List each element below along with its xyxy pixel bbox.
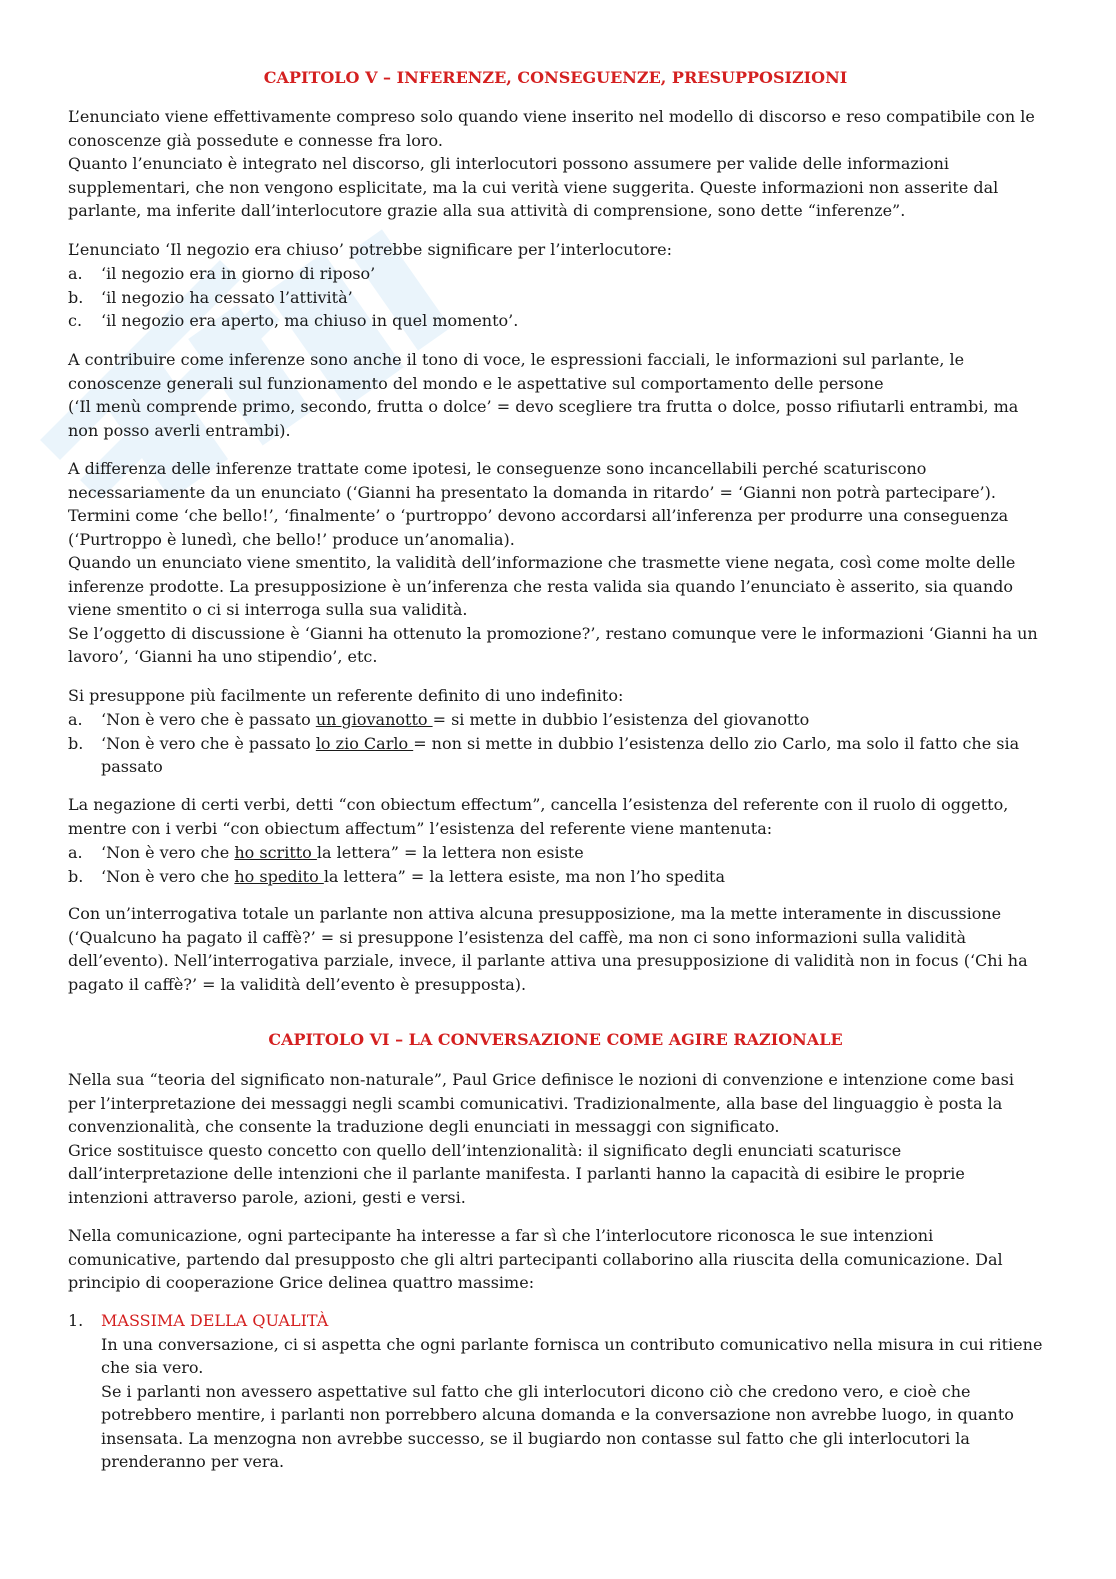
chapter-5-paragraph-7: Con un’interrogativa totale un parlante non attiva alcuna presupposizione, ma la mette interamente in discussione (‘Qualcuno ha pagato il caffè?’ = si presuppone l’esistenza del caffè, ma non ci sono informazioni sulla validità dell’evento). Nell’interrogativa parziale, invece, il parlante attiva una presupposizione di validità non in focus (‘Chi ha pagato il caffè?’ = la validità dell’evento è presupposta). — [68, 904, 1028, 994]
chapter-5-paragraph-6-intro: La negazione di certi verbi, detti “con obiectum effectum”, cancella l’esistenza del referente con il ruolo di oggetto, mentre con i verbi “con obiectum affectum” l’esistenza del referente viene mantenuta: — [68, 795, 1009, 838]
list-item: c. ‘il negozio era aperto, ma chiuso in quel momento’. — [68, 311, 519, 330]
chapter-6-paragraph-2: Nella comunicazione, ogni partecipante ha interesse a far sì che l’interlocutore riconosca le sue intenzioni comunicative, partendo dal presupposto che gli altri partecipanti collaborino alla riuscita della comunicazione. Dal principio di cooperazione Grice delinea quattro massime: — [68, 1226, 1003, 1292]
verb-list — [68, 841, 1043, 888]
chapter-6-paragraph-1: Nella sua “teoria del significato non-naturale”, Paul Grice definisce le nozioni di convenzione e intenzione come basi per l’interpretazione dei messaggi negli scambi comunicativi. Tradizionalmente, alla base del linguaggio è posta la convenzionalità, che consente la traduzione degli enunciati in messaggi con significato. Grice sostituisce questo concetto con quello dell’intenzionalità: il significato degli enunciati scaturisce dall’interpretazione delle intenzioni che il parlante manifesta. I parlanti hanno la capacità di esibire le proprie intenzioni attraverso parole, azioni, gesti e versi. — [68, 1070, 1014, 1207]
referent-list — [68, 708, 1043, 779]
chapter-5-title: CAPITOLO V – INFERENZE, CONSEGUENZE, PRESUPPOSIZIONI — [263, 68, 848, 87]
chapter-5-paragraph-4: A differenza delle inferenze trattate come ipotesi, le conseguenze sono incancellabili perché scaturiscono necessariamente da un enunciato (‘Gianni ha presentato la domanda in ritardo’ = ‘Gianni non potrà partecipare’). Termini come ‘che bello!’, ‘finalmente’ o ‘purtroppo’ devono accordarsi all’inferenza per produrre una conseguenza (‘Purtroppo è lunedì, che bello!’ produce un’anomalia). Quando un enunciato viene smentito, la validità dell’informazione che trasmette viene negata, così come molte delle inferenze prodotte. La presupposizione è un’inferenza che resta valida sia quando l’enunciato è asserito, sia quando viene smentito o ci si interroga sulla sua validità. Se l’oggetto di discussione è ‘Gianni ha ottenuto la promozione?’, restano comunque vere le informazioni ‘Gianni ha un lavoro’, ‘Gianni ha uno stipendio’, etc. — [68, 459, 1038, 666]
maxim-quality-text-1: In una conversazione, ci si aspetta che ogni parlante fornisca un contributo comunicativo nella misura in cui ritiene che sia vero. — [101, 1334, 1043, 1377]
maxim-quality: 1. MASSIMA DELLA QUALITÀ In una conversazione, ci si aspetta che ogni parlante fornisca un contributo comunicativo nella misura in cui ritiene che sia vero. Se i parlanti non avessero aspettative sul fatto che gli interlocutori dicono ciò che credono vero, e cioè che potrebbero mentire, i parlanti non porrebbero alcuna domanda e la conversazione non avrebbe luogo, in quanto insensata. La menzogna non avrebbe successo, se il bugiardo non contasse sul fatto che gli interlocutori la prenderanno per vera. — [68, 1309, 1043, 1474]
list-item: b. ‘il negozio ha cessato l’attività’ — [68, 287, 353, 307]
shop-meaning-list — [68, 262, 1043, 333]
maxims-list — [68, 1309, 1043, 1474]
chapter-5-paragraph-5-intro: Si presuppone più facilmente un referente definito di uno indefinito: — [68, 686, 624, 705]
list-item: a. ‘il negozio era in giorno di riposo’ — [68, 264, 376, 283]
list-item: a. ‘Non è vero che ho scritto la lettera” = la lettera non esiste — [68, 843, 584, 862]
chapter-6-title: CAPITOLO VI – LA CONVERSAZIONE COME AGIRE RAZIONALE — [268, 1030, 843, 1049]
maxim-quality-text-2: Se i parlanti non avessero aspettative sul fatto che gli interlocutori dicono ciò che credono vero, e cioè che potrebbero mentire, i parlanti non porrebbero alcuna domanda e la conversazione non avrebbe luogo, in quanto insensata. La menzogna non avrebbe successo, se il bugiardo non contasse sul fatto che gli interlocutori la prenderanno per vera. — [101, 1381, 1014, 1471]
list-item: b. ‘Non è vero che è passato lo zio Carlo = non si mette in dubbio l’esistenza dello zio Carlo, ma solo il fatto che sia passato — [68, 733, 1020, 776]
chapter-5-paragraph-2-intro: L’enunciato ‘Il negozio era chiuso’ potrebbe significare per l’interlocutore: — [68, 240, 673, 259]
chapter-5-paragraph-1: L’enunciato viene effettivamente compreso solo quando viene inserito nel modello di discorso e reso compatibile con le conoscenze già possedute e connesse fra loro. Quanto l’enunciato è integrato nel discorso, gli interlocutori possono assumere per valide delle informazioni supplementari, che non vengono esplicitate, ma la cui verità viene suggerita. Queste informazioni non asserite dal parlante, ma inferite dall’interlocutore grazie alla sua attività di comprensione, sono dette “inferenze”. — [68, 107, 1035, 220]
chapter-5-paragraph-3: A contribuire come inferenze sono anche il tono di voce, le espressioni facciali, le informazioni sul parlante, le conoscenze generali sul funzionamento del mondo e le aspettative sul comportamento delle persone (‘Il menù comprende primo, secondo, frutta o dolce’ = devo scegliere tra frutta o dolce, posso rifiutarli entrambi, ma non posso averli entrambi). — [68, 350, 1019, 440]
list-item: a. ‘Non è vero che è passato un giovanotto = si mette in dubbio l’esistenza del giovanotto — [68, 710, 810, 729]
maxim-quality-title: MASSIMA DELLA QUALITÀ — [101, 1311, 329, 1330]
list-item: b. ‘Non è vero che ho spedito la lettera” = la lettera esiste, ma non l’ho spedita — [68, 866, 726, 886]
